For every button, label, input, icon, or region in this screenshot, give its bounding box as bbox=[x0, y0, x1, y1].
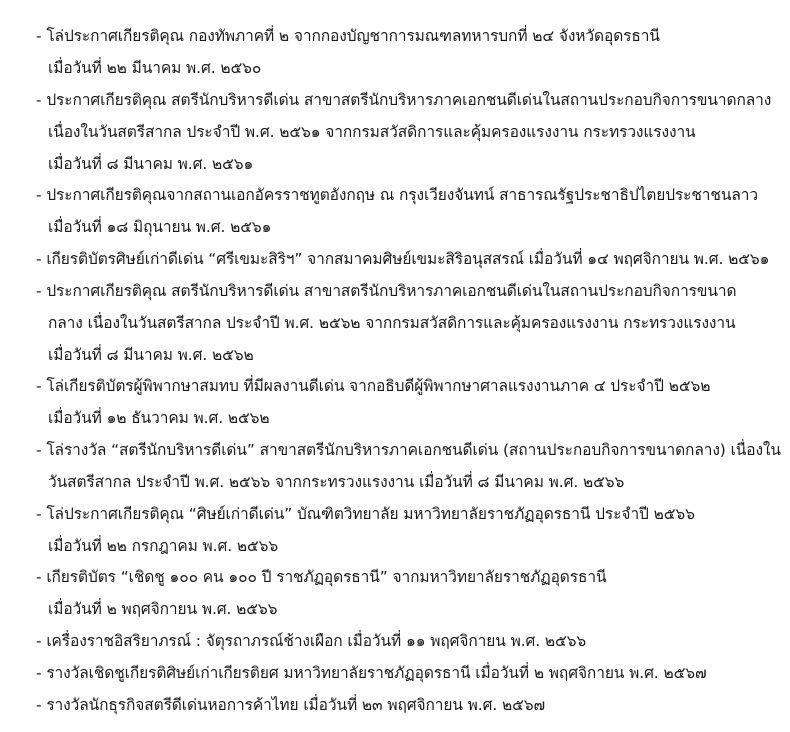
award-line: เมื่อวันที่ ๒ พฤศจิกายน พ.ศ. ๒๕๖๖ bbox=[48, 600, 278, 618]
award-line: กลาง เนื่องในวันสตรีสากล ประจำปี พ.ศ. ๒๕๖๒ จากกรมสวัสดิการและคุ้มครองแรงงาน กระทรวงแรงงาน bbox=[48, 314, 736, 332]
award-line: - เกียรติบัตรศิษย์เก่าดีเด่น “ศรีเขมะสิริฯ” จากสมาคมศิษย์เขมะสิริอนุสสรณ์ เมื่อวันที่ ๑๔ พฤศจิกายน พ.ศ. ๒๕๖๑ bbox=[36, 250, 770, 268]
award-line: เมื่อวันที่ ๘ มีนาคม พ.ศ. ๒๕๖๒ bbox=[48, 346, 254, 364]
award-line: เมื่อวันที่ ๑๘ มิถุนายน พ.ศ. ๒๕๖๑ bbox=[48, 218, 272, 236]
award-line: - โล่ประกาศเกียรติคุณ “ศิษย์เก่าดีเด่น” บัณฑิตวิทยาลัย มหาวิทยาลัยราชภัฏอุดรธานี ประจำปี ๒๕๖๖ bbox=[36, 505, 695, 523]
award-line: - ประกาศเกียรติคุณ สตรีนักบริหารดีเด่น สาขาสตรีนักบริหารภาคเอกชนดีเด่นในสถานประกอบกิจการขนาดกลาง bbox=[36, 91, 772, 109]
award-line: - ประกาศเกียรติคุณ สตรีนักบริหารดีเด่น สาขาสตรีนักบริหารภาคเอกชนดีเด่นในสถานประกอบกิจการขนาด bbox=[36, 282, 737, 300]
award-line: เมื่อวันที่ ๘ มีนาคม พ.ศ. ๒๕๖๑ bbox=[48, 155, 254, 173]
award-line: เมื่อวันที่ ๑๒ ธันวาคม พ.ศ. ๒๕๖๒ bbox=[48, 409, 270, 427]
award-line: - โล่รางวัล “สตรีนักบริหารดีเด่น” สาขาสตรีนักบริหารภาคเอกชนดีเด่น (สถานประกอบกิจการขนาดกลาง) เนื่องใน bbox=[36, 441, 781, 459]
award-line: - รางวัลนักธุรกิจสตรีดีเด่นหอการค้าไทย เมื่อวันที่ ๒๓ พฤศจิกายน พ.ศ. ๒๕๖๗ bbox=[36, 696, 546, 714]
award-line: - โล่ประกาศเกียรติคุณ กองทัพภาคที่ ๒ จากกองบัญชาการมณฑลทหารบกที่ ๒๔ จังหวัดอุดรธานี bbox=[36, 27, 660, 45]
award-line: - รางวัลเชิดชูเกียรติศิษย์เก่าเกียรติยศ มหาวิทยาลัยราชภัฏอุดรธานี เมื่อวันที่ ๒ พฤศจิกายน พ.ศ. ๒๕๖๗ bbox=[36, 664, 707, 682]
award-line: - เครื่องราชอิสริยาภรณ์ : จัตุรถาภรณ์ช้างเผือก เมื่อวันที่ ๑๑ พฤศจิกายน พ.ศ. ๒๕๖๖ bbox=[36, 632, 587, 650]
award-line: - เกียรติบัตร “เชิดชู ๑๐๐ คน ๑๐๐ ปี ราชภัฏอุดรธานี” จากมหาวิทยาลัยราชภัฏอุดรธานี bbox=[36, 568, 607, 586]
award-line: - ประกาศเกียรติคุณจากสถานเอกอัครราชทูตอังกฤษ ณ กรุงเวียงจันทน์ สาธารณรัฐประชาธิปไตยประชาชนลาว bbox=[36, 186, 758, 204]
award-line: วันสตรีสากล ประจำปี พ.ศ. ๒๕๖๖ จากกระทรวงแรงงาน เมื่อวันที่ ๘ มีนาคม พ.ศ. ๒๕๖๖ bbox=[48, 473, 625, 491]
award-line: - โล่เกียรติบัตรผู้พิพากษาสมทบ ที่มีผลงานดีเด่น จากอธิบดีผู้พิพากษาศาลแรงงานภาค ๔ ประจำปี ๒๕๖๒ bbox=[36, 377, 711, 395]
award-line: เมื่อวันที่ ๒๒ กรกฎาคม พ.ศ. ๒๕๖๖ bbox=[48, 537, 279, 555]
award-line: เนื่องในวันสตรีสากล ประจำปี พ.ศ. ๒๕๖๑ จากกรมสวัสดิการและคุ้มครองแรงงาน กระทรวงแรงงาน bbox=[48, 123, 696, 141]
award-line: เมื่อวันที่ ๒๒ มีนาคม พ.ศ. ๒๕๖๐ bbox=[48, 59, 262, 77]
